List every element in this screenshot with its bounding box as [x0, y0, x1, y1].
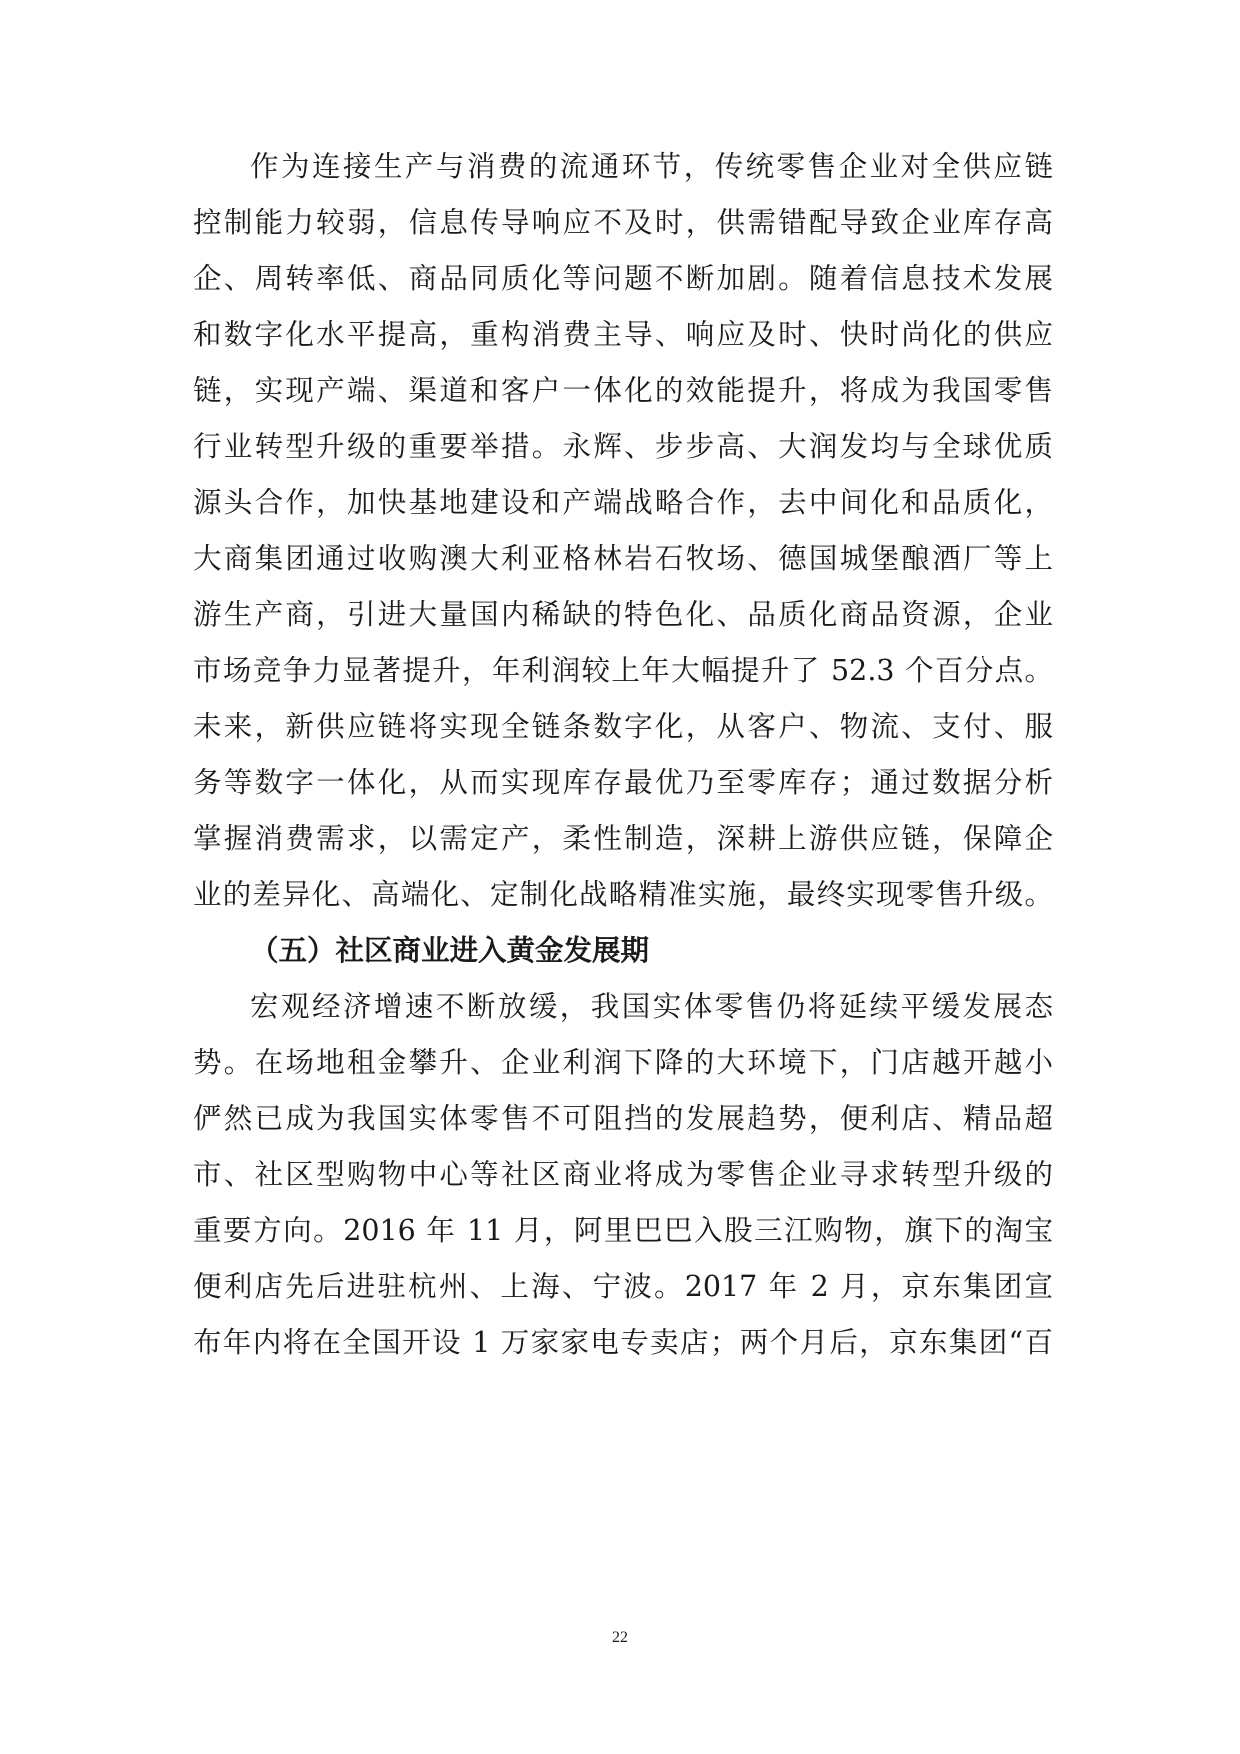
text-line: 企、周转率低、商品同质化等问题不断加剧。随着信息技术发展 [193, 262, 1053, 295]
text-line: 宏观经济增速不断放缓，我国实体零售仍将延续平缓发展态 [250, 990, 1053, 1023]
text-line: 行业转型升级的重要举措。永辉、步步高、大润发均与全球优质 [193, 430, 1053, 463]
text-line: 便利店先后进驻杭州、上海、宁波。2017 年 2 月，京东集团宣 [193, 1270, 1053, 1303]
text-line: 未来，新供应链将实现全链条数字化，从客户、物流、支付、服 [193, 710, 1053, 743]
text-line: 链，实现产端、渠道和客户一体化的效能提升，将成为我国零售 [193, 374, 1053, 407]
text-line: 控制能力较弱，信息传导响应不及时，供需错配导致企业库存高 [193, 206, 1053, 239]
text-line: 源头合作，加快基地建设和产端战略合作，去中间化和品质化， [193, 486, 1053, 519]
text-line: 业的差异化、高端化、定制化战略精准实施，最终实现零售升级。 [193, 878, 1053, 911]
text-line: 市、社区型购物中心等社区商业将成为零售企业寻求转型升级的 [193, 1158, 1053, 1191]
text-line: 大商集团通过收购澳大利亚格林岩石牧场、德国城堡酿酒厂等上 [193, 542, 1053, 575]
text-line: 布年内将在全国开设 1 万家家电专卖店；两个月后，京东集团“百 [193, 1326, 1053, 1359]
text-line: 务等数字一体化，从而实现库存最优乃至零库存；通过数据分析 [193, 766, 1053, 799]
text-line: 游生产商，引进大量国内稀缺的特色化、品质化商品资源，企业 [193, 598, 1053, 631]
text-line: 掌握消费需求，以需定产，柔性制造，深耕上游供应链，保障企 [193, 822, 1053, 855]
text-line: 作为连接生产与消费的流通环节，传统零售企业对全供应链 [250, 150, 1053, 183]
text-line: 势。在场地租金攀升、企业利润下降的大环境下，门店越开越小 [193, 1046, 1053, 1079]
section-heading: （五）社区商业进入黄金发展期 [250, 934, 650, 967]
page-number: 22 [612, 1629, 628, 1646]
text-line: 市场竞争力显著提升，年利润较上年大幅提升了 52.3 个百分点。 [193, 654, 1053, 687]
text-line: 重要方向。2016 年 11 月，阿里巴巴入股三江购物，旗下的淘宝 [193, 1214, 1053, 1247]
text-line: 俨然已成为我国实体零售不可阻挡的发展趋势，便利店、精品超 [193, 1102, 1053, 1135]
text-line: 和数字化水平提高，重构消费主导、响应及时、快时尚化的供应 [193, 318, 1053, 351]
